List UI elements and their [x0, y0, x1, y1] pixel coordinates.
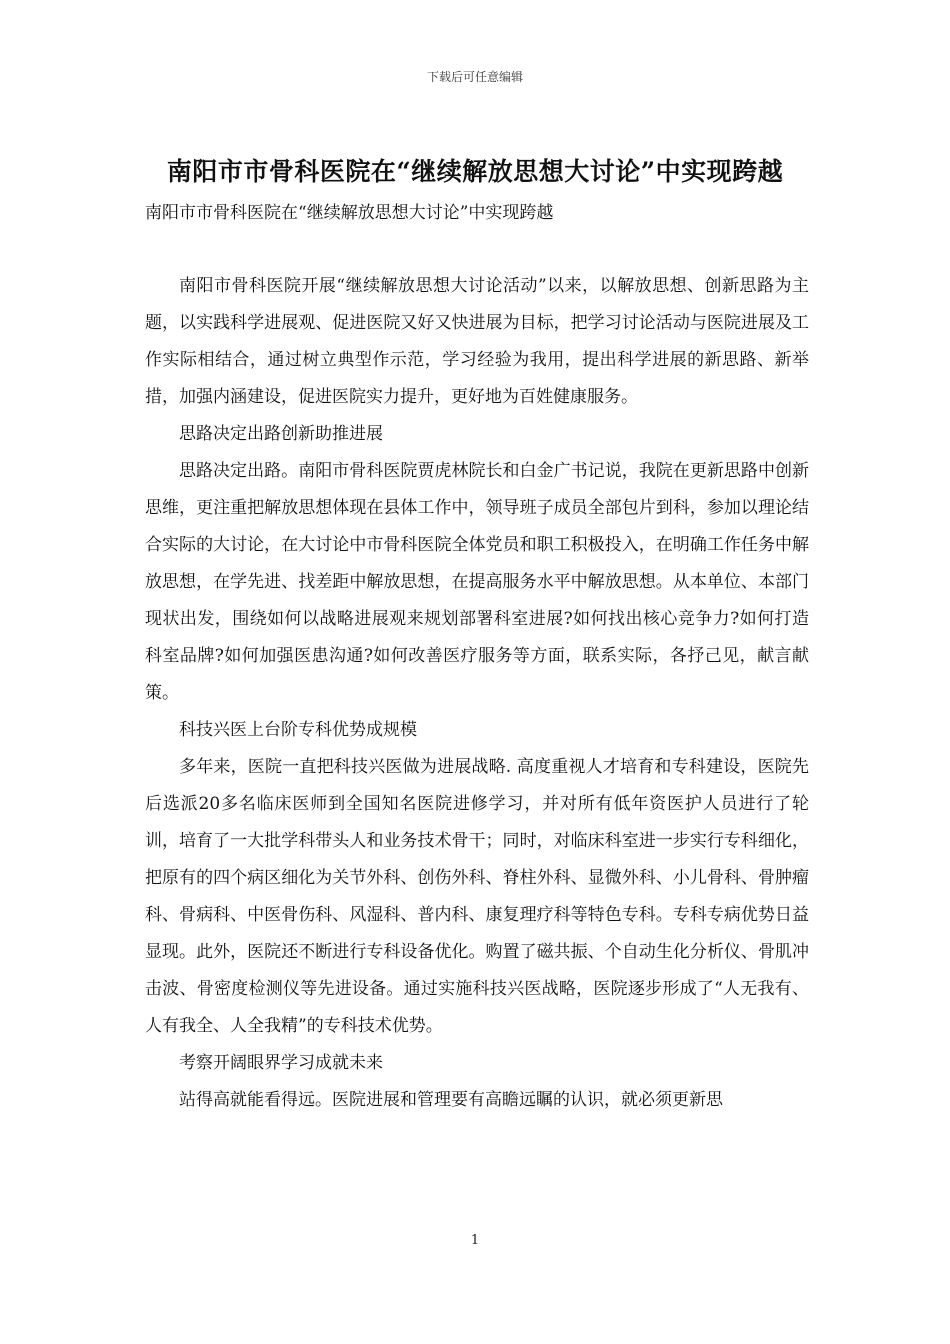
- document-title: 南阳市市骨科医院在“继续解放思想大讨论”中实现跨越: [166, 157, 784, 186]
- document-body: [145, 268, 809, 1119]
- paragraph-technology: 多年来，医院一直把科技兴医做为进展战略. 高度重视人才培育和专科建设，医院先后选派20多名临床医师到全国知名医院进修学习，并对所有低年资医护人员进行了轮训，培育了一大批学科带头人和业务技术骨干；同时，对临床科室进一步实行专科细化，把原有的四个病区细化为关节外科、创伤外科、脊柱外科、显微外科、小儿骨科、骨肿瘤科、骨病科、中医骨伤科、风湿科、普内科、康复理疗科等特色专科。专科专病优势日益显现。此外，医院还不断进行专科设备优化。购置了磁共振、个自动生化分析仪、骨肌冲击波、骨密度检测仪等先进设备。通过实施科技兴医战略，医院逐步形成了“人无我有、人有我全、人全我精”的专科技术优势。: [145, 757, 809, 1036]
- paragraph-ideas: 思路决定出路。南阳市骨科医院贾虎林院长和白金广书记说，我院在更新思路中创新思维，更注重把解放思想体现在县体工作中，领导班子成员全部包片到科，参加以理论结合实际的大讨论，在大讨论中市骨科医院全体党员和职工积极投入，在明确工作任务中解放思想，在学先进、找差距中解放思想，在提高服务水平中解放思想。从本单位、本部门现状出发，围绕如何以战略进展观来规划部署科室进展?如何找出核心竞争力?如何打造科室品牌?如何加强医患沟通?如何改善医疗服务等方面，联系实际，各抒己见，献言献策。: [145, 461, 809, 703]
- page-header-note: 下载后可任意编辑: [426, 70, 523, 84]
- paragraph-study: 站得高就能看得远。医院进展和管理要有高瞻远瞩的认识，就必须更新思: [179, 1090, 723, 1110]
- paragraph-intro: 南阳市骨科医院开展“继续解放思想大讨论活动”以来，以解放思想、创新思路为主题，以实践科学进展观、促进医院又好又快进展为目标，把学习讨论活动与医院进展及工作实际相结合，通过树立典型作示范，学习经验为我用，提出科学进展的新思路、新举措，加强内涵建设，促进医院实力提升，更好地为百姓健康服务。: [145, 276, 809, 407]
- section-heading-study: 考察开阔眼界学习成就未来: [179, 1053, 383, 1073]
- document-subtitle: 南阳市市骨科医院在“继续解放思想大讨论”中实现跨越: [145, 203, 554, 223]
- page-number: 1: [470, 1233, 480, 1248]
- section-heading-technology: 科技兴医上台阶专科优势成规模: [179, 720, 417, 740]
- section-heading-ideas: 思路决定出路创新助推进展: [179, 424, 383, 444]
